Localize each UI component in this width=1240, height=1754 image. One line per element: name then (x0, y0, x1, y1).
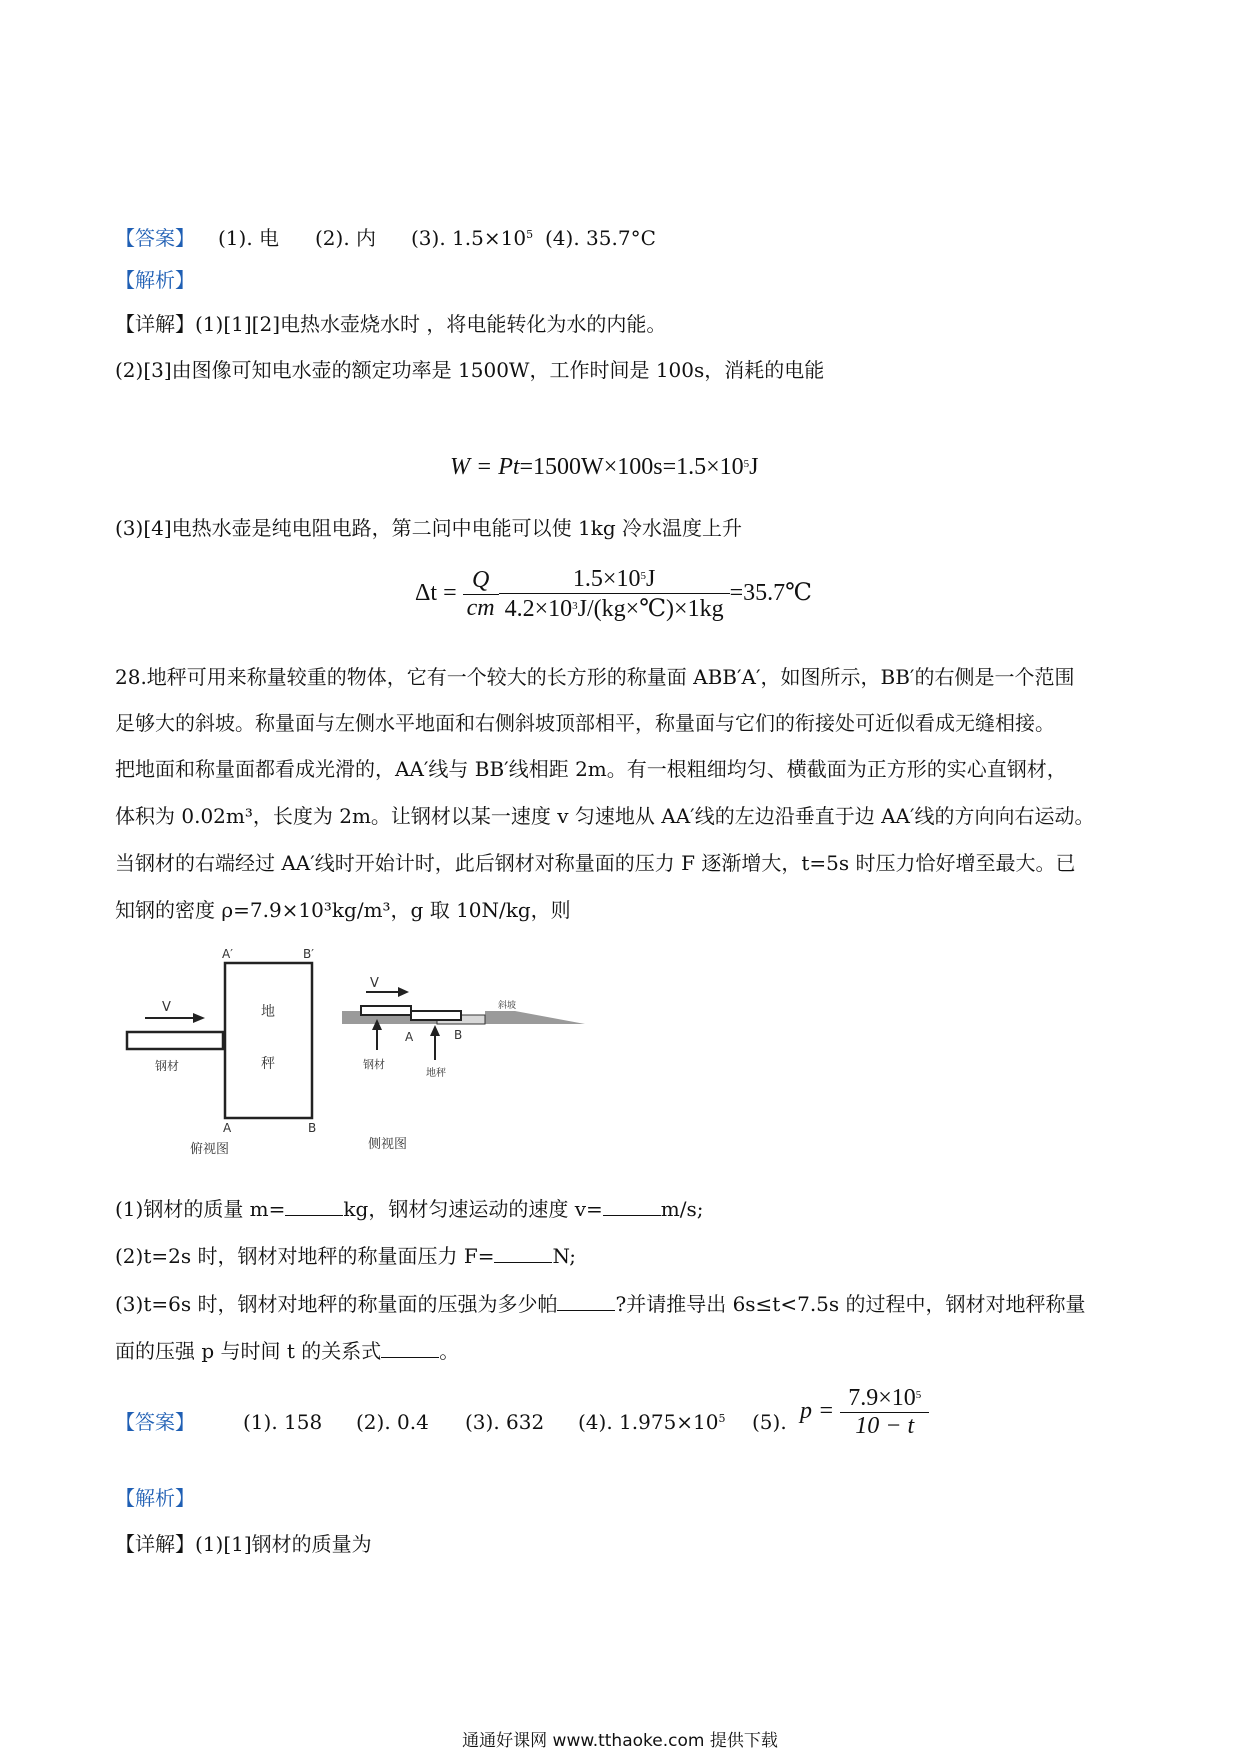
top-view-caption: 俯视图 (190, 1142, 230, 1157)
blank-relation (381, 1337, 439, 1358)
blank-velocity (603, 1195, 661, 1216)
scale-figure (115, 940, 595, 1160)
steel-label-top: 钢材 (155, 1059, 180, 1073)
answer-tag: 【答案】 (115, 1410, 195, 1434)
q28-answer-line (115, 1408, 787, 1436)
answer-tag: 【答案】 (115, 226, 195, 250)
answer-4: (4). $1.975\times 10^5$ (578, 1410, 726, 1434)
page-footer: 通通好课网 www.tthaoke.com 提供下载 (462, 1731, 778, 1751)
label-b-side: B (454, 1028, 463, 1042)
q28-para-5: 当钢材的右端经过 AA′线时开始计时，此后钢材对称量面的压力 F 逐渐增大，t=5s 时压力恰好增至最大。已 (115, 851, 1076, 875)
answer-3: (3). 632 (465, 1410, 545, 1434)
label-a: A (223, 1121, 232, 1135)
q28-para-1: 28.地秤可用来称量较重的物体，它有一个较大的长方形的称量面 ABB′A′，如图所示，BB′的右侧是一个范围 (115, 665, 1075, 689)
steel-bar-side (361, 1006, 411, 1015)
scale-label-side: 地秤 (426, 1068, 446, 1079)
q28-para-2: 足够大的斜坡。称量面与左侧水平地面和右侧斜坡顶部相平，称量面与它们的衔接处可近似看成无缝相接。 (115, 711, 1055, 735)
slope-label: 斜坡 (498, 1001, 517, 1011)
q27-answer-line (115, 224, 656, 252)
slope (485, 1011, 585, 1024)
blank-force (494, 1242, 552, 1263)
q28-para-6: 知钢的密度 ρ=7.9×10³kg/m³，g 取 10N/kg，则 (115, 898, 571, 922)
scale-char-2: 秤 (261, 1056, 275, 1072)
velocity-label-right: V (370, 976, 379, 991)
sub-question-1: (1)钢材的质量 m= kg，钢材匀速运动的速度 v= m/s; (115, 1197, 704, 1221)
analysis-tag-2: 【解析】 (115, 1486, 195, 1510)
answer-3: (3). $1.5\times 10^5$ (411, 226, 534, 250)
answer-5-label: (5). (752, 1410, 787, 1434)
label-a-prime: A′ (222, 947, 233, 961)
answer-1: (1). 158 (243, 1410, 323, 1434)
blank-mass (285, 1195, 343, 1216)
answer-2: (2). 内 (315, 226, 377, 250)
steel-bar-top (127, 1032, 223, 1049)
steel-label-side: 钢材 (363, 1058, 385, 1071)
velocity-label-left: V (162, 1000, 171, 1015)
detail-line-2: (2)[3]由图像可知电水壶的额定功率是 1500W，工作时间是 100s，消耗的电能 (115, 358, 825, 382)
answer-5-formula: p = $\frac{7.9\times 10^5}{10 - t}$ (800, 1385, 929, 1440)
label-b-prime: B′ (303, 947, 314, 961)
answer-1: (1). 电 (218, 226, 280, 250)
equation-energy: $W = Pt=1500W\times 100s=1.5\times 10^5J$ (450, 454, 759, 480)
detail-line-3: (3)[4]电热水壶是纯电阻电路，第二问中电能可以使 1kg 冷水温度上升 (115, 516, 743, 540)
answer-2: (2). 0.4 (356, 1410, 429, 1434)
sub-question-3-cont: 面的压强 p 与时间 t 的关系式 。 (115, 1339, 460, 1363)
equation-temperature: Δt = $\frac{Q}{cm}$ $\frac{1.5\times 10^5J}{4.2\times 10^3J/(kg\times℃)\times 1kg}$ =35.7℃ (415, 566, 812, 622)
q28-para-4: 体积为 0.02m³，长度为 2m。让钢材以某一速度 v 匀速地从 AA′线的左边沿垂直于边 AA′线的方向向右运动。 (115, 804, 1095, 828)
label-a-side: A (405, 1030, 414, 1044)
scale-char-1: 地 (261, 1004, 275, 1020)
q28-para-3: 把地面和称量面都看成光滑的，AA′线与 BB′线相距 2m。有一根粗细均匀、横截面为正方形的实心直钢材， (115, 757, 1067, 781)
sub-question-3: (3)t=6s 时，钢材对地秤的称量面的压强为多少帕 ?并请推导出 6s≤t<7.5s 的过程中，钢材对地秤称量 (115, 1292, 1086, 1316)
detail-line-q28: 【详解】(1)[1]钢材的质量为 (115, 1532, 372, 1556)
scale-platform-top (225, 963, 312, 1118)
label-b: B (308, 1121, 317, 1135)
detail-line-1: 【详解】(1)[1][2]电热水壶烧水时 ，将电能转化为水的内能。 (115, 312, 667, 336)
blank-pressure (557, 1290, 615, 1311)
analysis-tag: 【解析】 (115, 268, 195, 292)
side-view-caption: 侧视图 (368, 1137, 408, 1152)
answer-4: (4). 35.7°C (545, 226, 656, 250)
sub-question-2: (2)t=2s 时，钢材对地秤的称量面压力 F= N; (115, 1244, 576, 1268)
